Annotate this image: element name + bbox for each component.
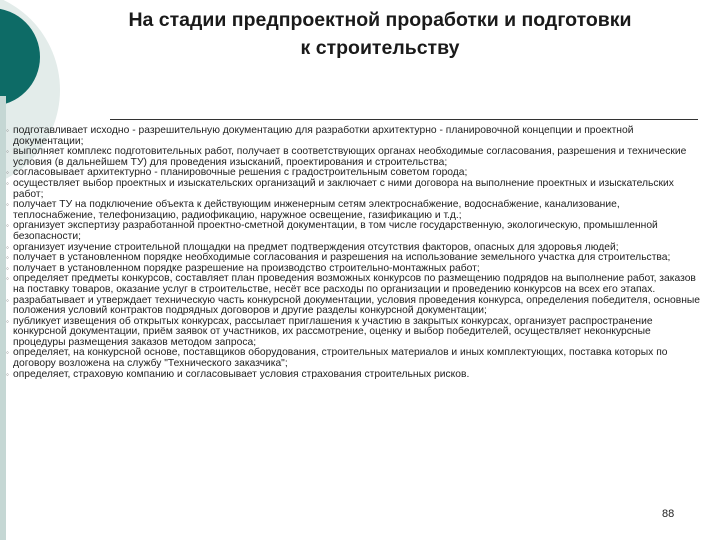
title-line-2: к строительству: [300, 37, 460, 59]
item-text: выполняет комплекс подготовительных работ, получает в соответствующих органах необходимые согласования, разрешения и технические условия (в дальнейшем ТУ) для проведения изысканий, проектирования и строительства;: [13, 146, 687, 168]
bullet-icon: ◦: [6, 221, 9, 231]
list-item: [6, 317, 702, 349]
bullet-icon: ◦: [6, 295, 9, 305]
list-item: [6, 126, 702, 147]
item-text: разрабатывает и утверждает техническую часть конкурсной документации, условия проведения конкурса, определения победителя, основные положения условий контрактов подрядных договоров и другие разделы конкурсной документации;: [13, 294, 701, 317]
page-number: 88: [662, 508, 675, 520]
item-text: согласовывает архитектурно - планировочные решения с градостроительным советом города;: [13, 167, 468, 179]
item-text: организует экспертизу разработанной проектно-сметной документации, в том числе государственную, экологическую, промышленной безопасности;: [13, 220, 658, 242]
bullet-icon: ◦: [6, 242, 9, 252]
bullet-icon: ◦: [6, 178, 9, 188]
bullet-list: [6, 126, 702, 380]
bullet-icon: ◦: [6, 316, 9, 326]
item-text: определяет, на конкурсной основе, поставщиков оборудования, строительных материалов и иных комплектующих, поставка которых по договору возложена на службу "Технического заказчика";: [13, 347, 668, 370]
bullet-icon: ◦: [6, 200, 9, 210]
bullet-icon: ◦: [6, 274, 9, 284]
item-text: получает ТУ на подключение объекта к действующим инженерным сетям электроснабжение, водоснабжение, канализование, теплоснабжение, телефонизацию, радиофикацию, наружное освещение, газификацию и т.д.;: [13, 199, 620, 221]
bullet-icon: ◦: [6, 126, 9, 135]
item-text: получает в установленном порядке разрешение на производство строительно-монтажных работ;: [13, 262, 480, 274]
list-item: [6, 147, 702, 168]
list-item: [6, 274, 702, 295]
item-text: определяет, страховую компанию и согласовывает условия страхования строительных рисков.: [13, 368, 470, 380]
item-text: публикует извещения об открытых конкурсах, рассылает приглашения к участию в закрытых конкурсах, организует распространение конкурсной документации, приём заявок от участников, их рассмотрение, оценку и выбор победителей, осуществляет неконкурсные процедуры размещения заказов методом запроса;: [13, 315, 653, 348]
bullet-icon: ◦: [6, 348, 9, 358]
list-item: [6, 370, 702, 381]
item-text: организует изучение строительной площадки на предмет подтверждения отсутствия факторов, опасных для здоровья людей;: [13, 241, 619, 253]
item-text: определяет предметы конкурсов, составляет план проведения возможных конкурсов по размещению подрядов на выполнение работ, заказов на поставку товаров, оказание услуг в строительстве, несёт все расходы по организации и проведению конкурсов на всех его этапах.: [13, 273, 696, 295]
slide-title: [60, 6, 700, 62]
list-item: [6, 179, 702, 200]
bullet-icon: ◦: [6, 168, 9, 178]
title-line-1: На стадии предпроектной проработки и подготовки: [128, 9, 632, 31]
list-item: [6, 296, 702, 317]
bullet-icon: ◦: [6, 147, 9, 157]
item-text: подготавливает исходно - разрешительную документацию для разработки архитектурно - планировочной концепции и проектной документации;: [13, 125, 634, 147]
item-text: осуществляет выбор проектных и изыскательских организаций и заключает с ними договора на выполнение проектных и изыскательских работ;: [13, 177, 674, 200]
title-divider: [110, 119, 698, 120]
item-text: получает в установленном порядке необходимые согласования и разрешения на использование земельного участка для строительства;: [13, 252, 671, 264]
bullet-icon: ◦: [6, 263, 9, 273]
list-item: [6, 348, 702, 369]
list-item: [6, 200, 702, 221]
list-item: [6, 221, 702, 242]
bullet-icon: ◦: [6, 253, 9, 263]
bullet-icon: ◦: [6, 369, 9, 379]
